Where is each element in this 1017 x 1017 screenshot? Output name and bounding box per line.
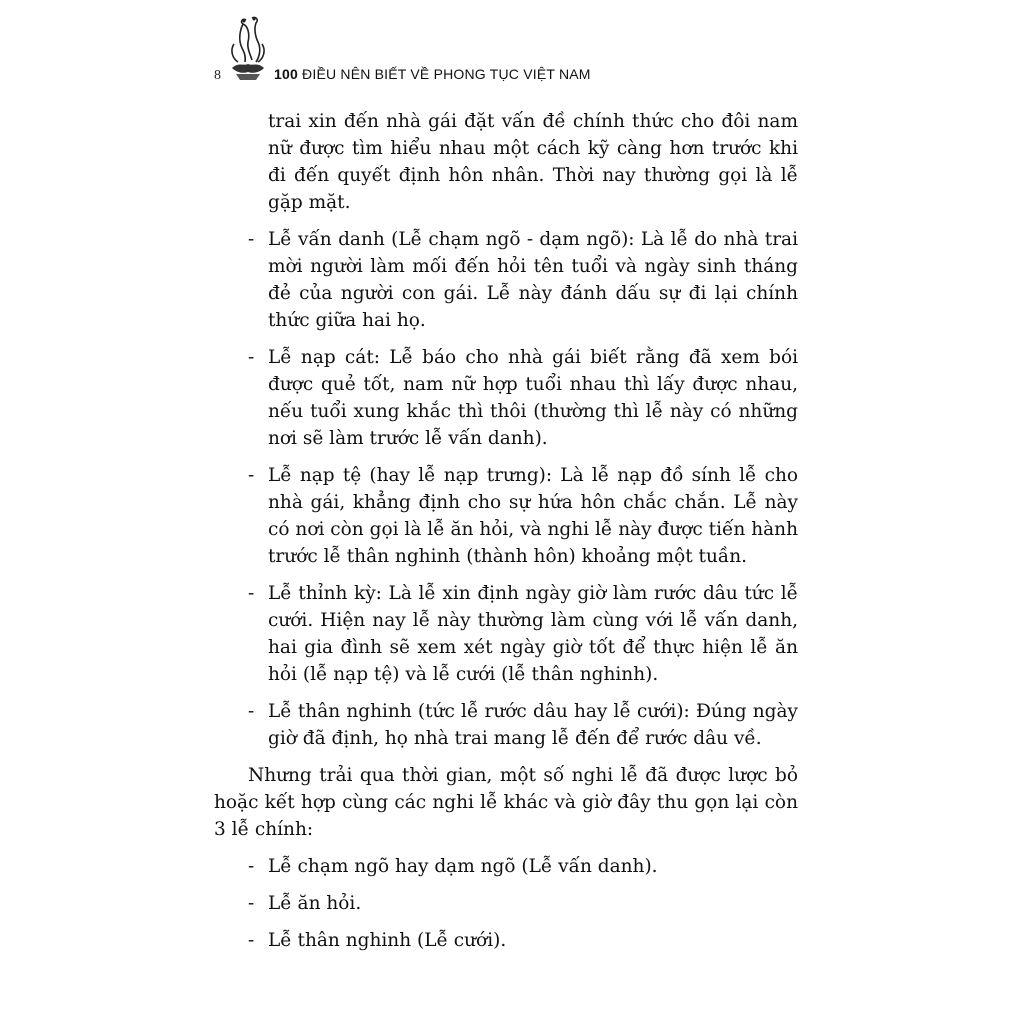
body-paragraph: Nhưng trải qua thời gian, một số nghi lễ đã được lược bỏ hoặc kết hợp cùng các nghi lễ khác và giờ đây thu gọn lại còn 3 lễ chính: (214, 765, 798, 840)
list-item-text: Lễ thân nghinh (Lễ cưới). (268, 930, 507, 951)
list-item (214, 890, 798, 917)
list-item-text: Lễ nạp tệ (hay lễ nạp trưng): Là lễ nạp đồ sính lễ cho nhà gái, khẳng định cho sự hứa hôn chắc chắn. Lễ này có nơi còn gọi là lễ ăn hỏi, và nghi lễ này được tiến hành trước lễ thân nghinh (thành hôn) khoảng một tuần. (268, 465, 798, 567)
list-item (214, 580, 798, 688)
list-dash: - (248, 893, 255, 914)
list-item-text: Lễ vấn danh (Lễ chạm ngõ - dạm ngõ): Là lễ do nhà trai mời người làm mối đến hỏi tên tuổi và ngày sinh tháng đẻ của người con gái. Lễ này đánh dấu sự đi lại chính thức giữa hai họ. (268, 229, 798, 331)
running-title-text: ĐIỀU NÊN BIẾT VỀ PHONG TỤC VIỆT NAM (297, 66, 591, 82)
page-body (214, 108, 798, 964)
list-dash: - (248, 856, 255, 877)
list-dash: - (248, 229, 255, 250)
continued-paragraph: trai xin đến nhà gái đặt vấn đề chính thức cho đôi nam nữ được tìm hiểu nhau một cách kỹ càng hơn trước khi đi đến quyết định hôn nhân. Thời nay thường gọi là lễ gặp mặt. (268, 111, 798, 213)
list-item (214, 462, 798, 570)
running-header (212, 14, 812, 84)
list-item-text: Lễ ăn hỏi. (268, 893, 362, 914)
list-item (214, 698, 798, 752)
page-number: 8 (214, 68, 221, 83)
list-dash: - (248, 347, 255, 368)
list-item (214, 226, 798, 334)
list-item-text: Lễ thân nghinh (tức lễ rước dâu hay lễ cưới): Đúng ngày giờ đã định, họ nhà trai mang lễ đến để rước dâu về. (268, 701, 798, 749)
list-item (214, 927, 798, 954)
running-title (274, 66, 591, 82)
running-title-number: 100 (274, 66, 298, 82)
list-item-text: Lễ thỉnh kỳ: Là lễ xin định ngày giờ làm rước dâu tức lễ cưới. Hiện nay lễ này thường làm cùng với lễ vấn danh, hai gia đình sẽ xem xét ngày giờ tốt để thực hiện lễ ăn hỏi (lễ nạp tệ) và lễ cưới (lễ thân nghinh). (268, 583, 798, 685)
list-dash: - (248, 930, 255, 951)
list-item (214, 853, 798, 880)
list-item (214, 344, 798, 452)
list-dash: - (248, 465, 255, 486)
list-item-text: Lễ chạm ngõ hay dạm ngõ (Lễ vấn danh). (268, 856, 658, 877)
list-item-text: Lễ nạp cát: Lễ báo cho nhà gái biết rằng đã xem bói được quẻ tốt, nam nữ hợp tuổi nhau thì lấy được nhau, nếu tuổi xung khắc thì thôi (thường thì lễ này có những nơi sẽ làm trước lễ vấn danh). (268, 347, 798, 449)
list-dash: - (248, 701, 255, 722)
list-dash: - (248, 583, 255, 604)
crane-logo-icon (226, 14, 270, 82)
